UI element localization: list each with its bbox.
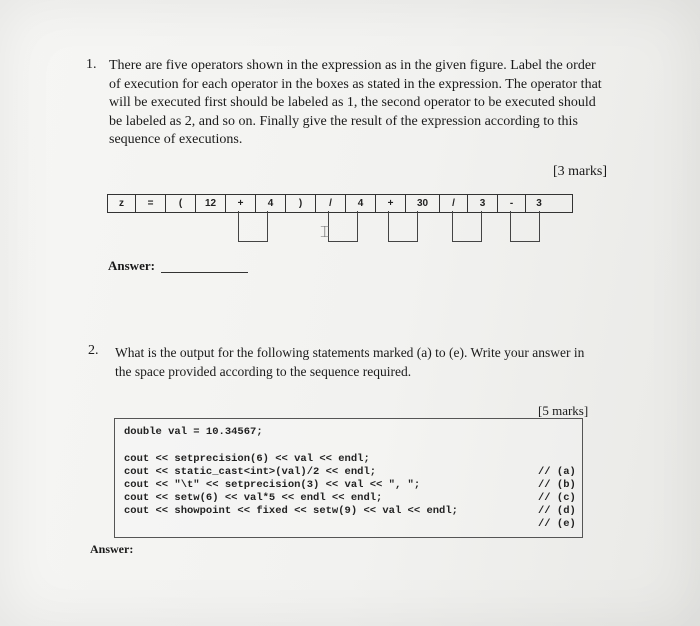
expr-token: + — [376, 195, 406, 212]
question-2-text — [115, 343, 584, 381]
q1-line: sequence of executions. — [109, 132, 243, 148]
question-2-answer-label: Answer: — [90, 542, 134, 556]
code-statement-e: cout << showpoint << fixed << setw(9) << val << endl; — [124, 505, 458, 517]
expr-token: 30 — [406, 195, 440, 212]
q1-line: of execution for each operator in the boxes as stated in the expression. The operator that — [109, 76, 602, 92]
order-box-plus-1[interactable] — [238, 211, 268, 242]
question-1-answer-line[interactable] — [161, 272, 248, 273]
question-1-text — [109, 57, 602, 150]
q1-line: will be executed first should be labeled as 1, the second operator to be executed should — [109, 95, 596, 111]
comment-c: // (c) — [538, 492, 576, 504]
expr-token: 12 — [196, 195, 226, 212]
expr-token: 3 — [536, 198, 542, 209]
expr-token: - — [498, 195, 526, 212]
question-1-number: 1. — [86, 57, 97, 72]
q1-line: be labeled as 2, and so on. Finally give the result of the expression according to this — [109, 113, 578, 129]
code-statement-d: cout << setw(6) << val*5 << endl << endl; — [124, 492, 383, 504]
question-2-marks: [5 marks] — [538, 403, 589, 418]
expr-token: 4 — [256, 195, 286, 212]
question-1-answer-label: Answer: — [108, 258, 155, 273]
text-cursor-icon: ⌶ — [320, 222, 330, 241]
expr-token: = — [136, 195, 166, 212]
expr-token: + — [226, 195, 256, 212]
q2-line: What is the output for the following statements marked (a) to (e). Write your answer in — [115, 345, 585, 360]
question-1-marks: [3 marks] — [553, 164, 608, 179]
code-statement-b: cout << static_cast<int>(val)/2 << endl; — [124, 466, 377, 478]
expr-token: / — [316, 195, 346, 212]
q1-line: There are five operators shown in the expression as in the given figure. Label the order — [109, 58, 596, 73]
order-box-divide-2[interactable] — [452, 211, 482, 242]
order-box-divide-1[interactable] — [328, 211, 358, 242]
comment-d: // (d) — [538, 505, 576, 517]
comment-e: // (e) — [538, 518, 576, 530]
order-box-plus-2[interactable] — [388, 211, 418, 242]
comment-a: // (a) — [538, 466, 576, 478]
expr-token: z — [108, 195, 136, 212]
order-box-minus[interactable] — [510, 211, 540, 242]
expr-token: 3 — [468, 195, 498, 212]
expr-token: ( — [166, 195, 196, 212]
code-statement-a: cout << setprecision(6) << val << endl; — [124, 453, 370, 465]
code-declaration: double val = 10.34567; — [124, 426, 263, 438]
expr-token: 4 — [346, 195, 376, 212]
expr-token: ) — [286, 195, 316, 212]
comment-b: // (b) — [538, 479, 576, 491]
q2-line: the space provided according to the sequence required. — [115, 364, 412, 379]
question-2-number: 2. — [88, 343, 99, 358]
code-statement-c: cout << "\t" << setprecision(3) << val << ", "; — [124, 479, 421, 491]
expr-token: / — [440, 195, 468, 212]
